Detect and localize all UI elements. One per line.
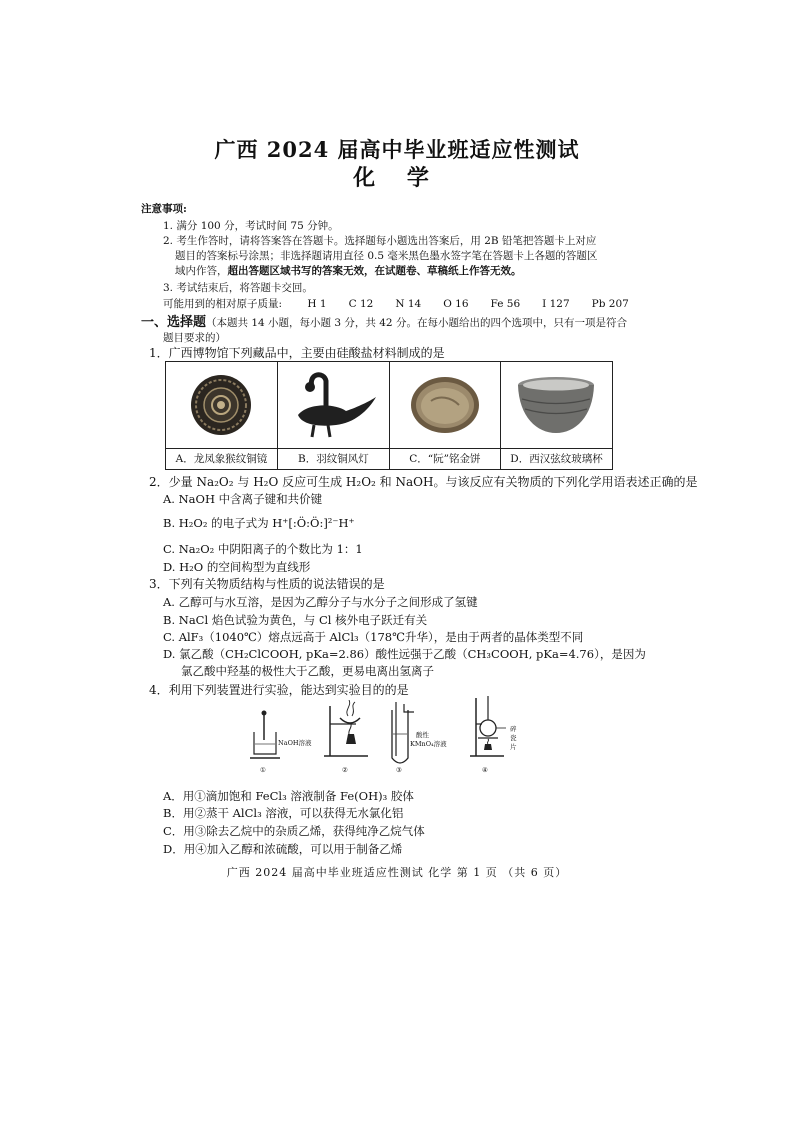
q2-option-d[interactable]: D. H₂O 的空间构型为直线形 [163,560,311,574]
label-n1: ① [260,766,266,774]
apparatus-2-icon [322,700,372,764]
q1-options-table [165,361,613,470]
bronze-mirror-icon [189,373,253,437]
q1-stem: 1．广西博物馆下列藏品中，主要由硅酸盐材料制成的是 [149,346,445,360]
q1-caption-d: D．西汉弦纹玻璃杯 [501,448,612,469]
atomic-masses: 可能用到的相对原子质量: H 1 C 12 N 14 O 16 Fe 56 I 127 Pb 207 [163,298,629,310]
apparatus-4-icon [470,694,506,764]
q4-option-c[interactable]: C．用③除去乙烷中的杂质乙烯，获得纯净乙烷气体 [163,824,425,838]
q1-option-d[interactable] [500,362,612,470]
electron-formula: H⁺[:Ö:Ö:]²⁻H⁺ [272,516,355,530]
gold-cake-icon [407,373,483,437]
q3-option-a[interactable]: A. 乙醇可与水互溶，是因为乙醇分子与水分子之间形成了氢键 [163,595,478,609]
notice-item-1: 1. 满分 100 分，考试时间 75 分钟。 [163,220,339,232]
subject-title: 化 学 [353,165,441,191]
notice-item-3: 3. 考试结束后，将答题卡交回。 [163,282,313,294]
apparatus-3-icon [386,700,416,770]
q3-option-d-line2: 氯乙酸中羟基的极性大于乙酸，更易电离出氢离子 [181,664,434,678]
q2-option-a[interactable]: A. NaOH 中含离子键和共价键 [163,492,323,506]
notice-heading: 注意事项: [141,203,187,215]
q1-caption-a: A．龙凤象猴纹铜镜 [166,448,277,469]
q4-option-b[interactable]: B．用②蒸干 AlCl₃ 溶液，可以获得无水氯化铝 [163,806,404,820]
section1-note-2: 题目要求的） [163,332,226,344]
page-footer: 广西 2024 届高中毕业班适应性测试 化学 第 1 页 （共 6 页） [226,866,568,879]
notice-item-2c: 域内作答，超出答题区域书写的答案无效，在试题卷、草稿纸上作答无效。 [175,265,522,277]
section1-heading-line: 一、选择题（本题共 14 小题，每小题 3 分，共 42 分。在每小题给出的四个选项中，只有一项是符合 [141,315,627,330]
q1-option-a[interactable] [166,362,278,470]
q4-option-a[interactable]: A．用①滴加饱和 FeCl₃ 溶液制备 Fe(OH)₃ 胶体 [163,789,414,803]
exam-title: 广西 2024 届高中毕业班适应性测试 [214,137,580,162]
q4-apparatus-figure [240,700,520,776]
q3-option-c[interactable]: C. AlF₃（1040℃）熔点远高于 AlCl₃（178℃升华），是由于两者的晶体类型不同 [163,630,584,644]
label-n2: ② [342,766,348,774]
label-kmno4: KMnO₄溶液 [410,740,447,748]
notice-warning: 超出答题区域书写的答案无效，在试题卷、草稿纸上作答无效。 [227,265,522,277]
label-acidic: 酸性 [416,731,429,739]
bronze-lamp-icon [288,367,378,443]
q3-option-d-line1[interactable]: D. 氯乙酸（CH₂ClCOOH, pKa=2.86）酸性远强于乙酸（CH₃COOH, pKa=4.76），是因为 [163,647,646,661]
q1-caption-b: B．羽纹铜风灯 [278,448,389,469]
label-chips: 碎瓷片 [510,725,517,751]
q2-option-b[interactable]: B. H₂O₂ 的电子式为 H⁺[:Ö:Ö:]²⁻H⁺ [163,516,355,530]
label-n4: ④ [482,766,488,774]
notice-item-2b: 题目的答案标号涂黑；非选择题请用直径 0.5 毫米黑色墨水签字笔在答题卡上各题的答题区 [175,250,598,262]
label-n3: ③ [396,766,402,774]
q3-stem: 3．下列有关物质结构与性质的说法错误的是 [149,577,385,591]
label-naoh: NaOH溶液 [278,739,312,747]
glass-cup-icon [513,373,599,437]
q4-stem: 4．利用下列装置进行实验，能达到实验目的的是 [149,683,409,697]
q3-option-b[interactable]: B. NaCl 焰色试验为黄色，与 Cl 核外电子跃迁有关 [163,613,428,627]
q1-caption-c: C．“阮”铭金饼 [390,448,500,469]
notice-item-2a: 2. 考生作答时，请将答案答在答题卡。选择题每小题选出答案后，用 2B 铅笔把答题卡上对应 [163,235,597,247]
q4-option-d[interactable]: D．用④加入乙醇和浓硫酸，可以用于制备乙烯 [163,842,403,856]
q1-option-b[interactable] [277,362,389,470]
q1-option-c[interactable] [389,362,500,470]
q2-stem: 2．少量 Na₂O₂ 与 H₂O 反应可生成 H₂O₂ 和 NaOH。与该反应有关物质的下列化学用语表述正确的是 [149,475,698,489]
q2-option-c[interactable]: C. Na₂O₂ 中阴阳离子的个数比为 1：1 [163,542,363,556]
